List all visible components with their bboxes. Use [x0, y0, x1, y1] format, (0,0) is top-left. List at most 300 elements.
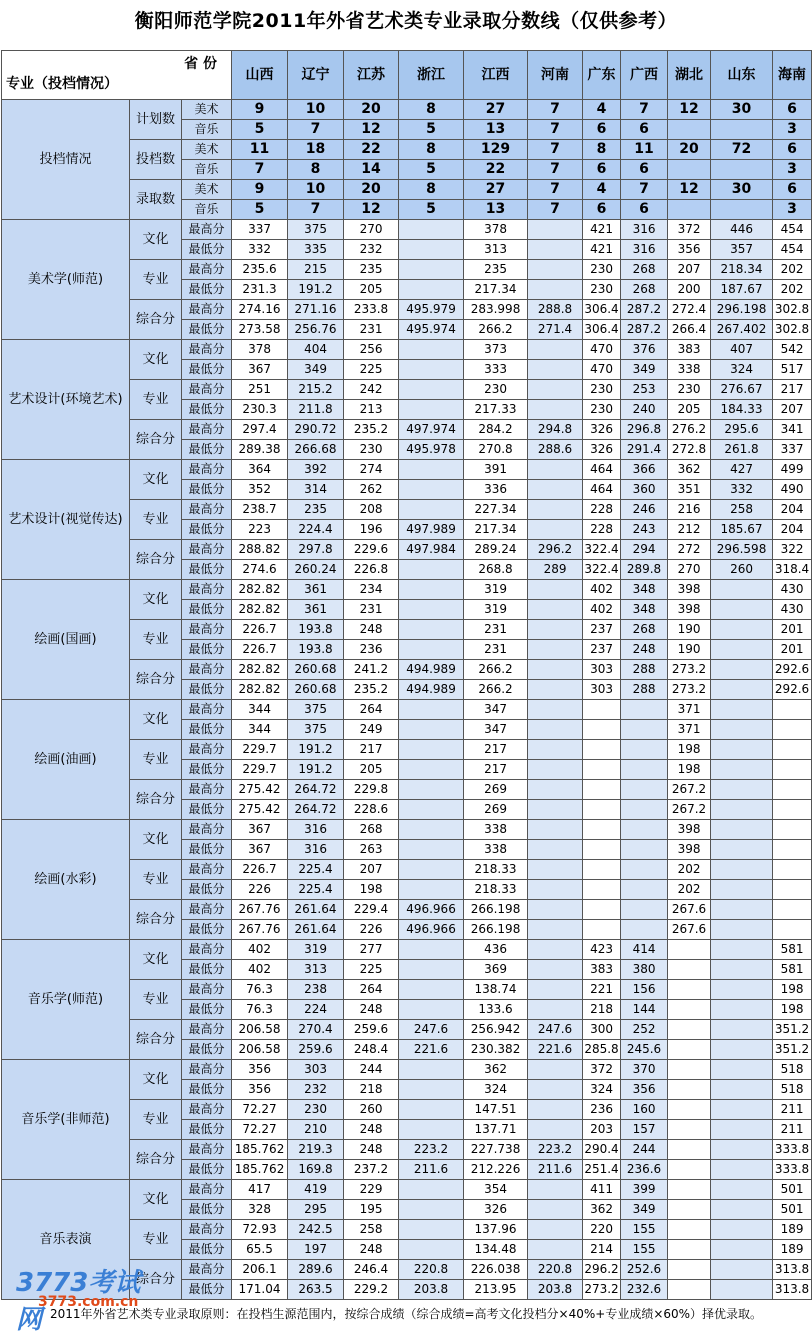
score-cell: [668, 1060, 711, 1080]
score-type: 最低分: [182, 520, 232, 540]
score-cell: [399, 1100, 464, 1120]
score-cell: 191.2: [288, 740, 344, 760]
score-cell: 211: [773, 1120, 812, 1140]
score-cell: 319: [464, 600, 528, 620]
score-cell: 202: [773, 260, 812, 280]
score-cell: 272: [668, 540, 711, 560]
pitch-value-cell: 5: [232, 200, 288, 220]
score-cell: 296.2: [528, 540, 583, 560]
score-cell: 270.8: [464, 440, 528, 460]
score-row: [2, 340, 812, 360]
score-cell: 470: [583, 340, 621, 360]
score-cell: 295.6: [711, 420, 773, 440]
score-cell: 383: [583, 960, 621, 980]
score-row: [2, 700, 812, 720]
score-cell: 232: [344, 240, 399, 260]
score-type: 最高分: [182, 860, 232, 880]
score-type: 最低分: [182, 1040, 232, 1060]
score-cell: [399, 1240, 464, 1260]
score-cell: [711, 860, 773, 880]
score-cell: [583, 860, 621, 880]
score-cell: [711, 1260, 773, 1280]
score-cell: [528, 400, 583, 420]
score-cell: [399, 220, 464, 240]
score-type: 最低分: [182, 360, 232, 380]
pitch-value-cell: [711, 120, 773, 140]
score-cell: 225: [344, 360, 399, 380]
score-cell: 147.51: [464, 1100, 528, 1120]
score-cell: 296.598: [711, 540, 773, 560]
major-name: 绘画(水彩): [2, 820, 130, 940]
score-cell: 275.42: [232, 780, 288, 800]
score-cell: [528, 1000, 583, 1020]
score-cell: 226.7: [232, 620, 288, 640]
pitch-value-cell: 72: [711, 140, 773, 160]
score-category: 专业: [130, 500, 182, 540]
score-cell: 185.762: [232, 1160, 288, 1180]
score-type: 最低分: [182, 400, 232, 420]
score-cell: [528, 460, 583, 480]
score-cell: 297.8: [288, 540, 344, 560]
score-cell: 264.72: [288, 780, 344, 800]
score-cell: [528, 680, 583, 700]
score-category: 文化: [130, 220, 182, 260]
admission-score-table: [1, 50, 812, 1300]
score-row: [2, 460, 812, 480]
score-type: 最低分: [182, 680, 232, 700]
score-type: 最高分: [182, 1140, 232, 1160]
score-cell: [528, 640, 583, 660]
province-header: 江西: [464, 51, 528, 100]
score-type: 最低分: [182, 880, 232, 900]
pitch-value-cell: 11: [621, 140, 668, 160]
score-cell: 260: [344, 1100, 399, 1120]
score-cell: 221.6: [399, 1040, 464, 1060]
score-cell: [711, 760, 773, 780]
score-cell: 237.2: [344, 1160, 399, 1180]
score-cell: 361: [288, 600, 344, 620]
score-cell: 266.2: [464, 320, 528, 340]
score-cell: 417: [232, 1180, 288, 1200]
score-cell: 217.34: [464, 520, 528, 540]
score-cell: 243: [621, 520, 668, 540]
score-cell: 234: [344, 580, 399, 600]
pitch-value-cell: 8: [583, 140, 621, 160]
score-cell: 326: [583, 420, 621, 440]
score-cell: 268: [621, 620, 668, 640]
score-category: 专业: [130, 1220, 182, 1260]
score-cell: 235: [344, 260, 399, 280]
score-cell: 213: [344, 400, 399, 420]
score-cell: 289.38: [232, 440, 288, 460]
major-name: 绘画(国画): [2, 580, 130, 700]
score-cell: 215: [288, 260, 344, 280]
score-cell: 229.7: [232, 760, 288, 780]
pitch-value-cell: 4: [583, 100, 621, 120]
score-cell: 313.8: [773, 1260, 812, 1280]
score-category: 综合分: [130, 1140, 182, 1180]
score-category: 综合分: [130, 420, 182, 460]
pitch-value-cell: 12: [668, 100, 711, 120]
score-cell: [399, 560, 464, 580]
score-cell: [773, 820, 812, 840]
score-cell: 212.226: [464, 1160, 528, 1180]
score-type: 最高分: [182, 700, 232, 720]
score-cell: [773, 900, 812, 920]
score-cell: [711, 960, 773, 980]
score-cell: [711, 1000, 773, 1020]
score-cell: [399, 840, 464, 860]
score-cell: [528, 820, 583, 840]
score-cell: [668, 1160, 711, 1180]
score-category: 文化: [130, 940, 182, 980]
province-header: 广西: [621, 51, 668, 100]
score-cell: 251.4: [583, 1160, 621, 1180]
pitch-value-cell: 20: [668, 140, 711, 160]
score-cell: 210: [288, 1120, 344, 1140]
score-cell: [668, 1240, 711, 1260]
score-cell: 349: [621, 1200, 668, 1220]
score-cell: [711, 700, 773, 720]
score-cell: 288.82: [232, 540, 288, 560]
score-category: 文化: [130, 340, 182, 380]
score-cell: 226.8: [344, 560, 399, 580]
score-cell: 221.6: [528, 1040, 583, 1060]
pitch-value-cell: 9: [232, 180, 288, 200]
score-cell: [528, 1080, 583, 1100]
score-cell: 238: [288, 980, 344, 1000]
score-cell: 316: [288, 840, 344, 860]
score-cell: 266.198: [464, 900, 528, 920]
score-cell: 490: [773, 480, 812, 500]
score-cell: 436: [464, 940, 528, 960]
score-cell: 318.4: [773, 560, 812, 580]
score-cell: 501: [773, 1200, 812, 1220]
score-cell: [528, 1200, 583, 1220]
score-cell: 228: [583, 500, 621, 520]
score-cell: 248: [344, 1140, 399, 1160]
score-cell: [711, 840, 773, 860]
score-type: 最高分: [182, 420, 232, 440]
score-cell: 282.82: [232, 680, 288, 700]
score-cell: 189: [773, 1220, 812, 1240]
score-cell: 229.7: [232, 740, 288, 760]
score-cell: 184.33: [711, 400, 773, 420]
score-cell: 296.8: [621, 420, 668, 440]
score-cell: 297.4: [232, 420, 288, 440]
score-cell: 351: [668, 480, 711, 500]
pitch-value-cell: 6: [583, 160, 621, 180]
score-cell: 414: [621, 940, 668, 960]
score-cell: 367: [232, 840, 288, 860]
score-cell: 235.2: [344, 680, 399, 700]
score-cell: [668, 1140, 711, 1160]
score-cell: [399, 1180, 464, 1200]
score-cell: [399, 1220, 464, 1240]
score-type: 最低分: [182, 720, 232, 740]
score-cell: 260: [711, 560, 773, 580]
score-cell: 277: [344, 940, 399, 960]
score-category: 专业: [130, 860, 182, 900]
province-header: 山东: [711, 51, 773, 100]
score-cell: 191.2: [288, 760, 344, 780]
pitch-value-cell: 8: [399, 100, 464, 120]
score-cell: 203: [583, 1120, 621, 1140]
pitch-value-cell: 6: [773, 140, 812, 160]
score-cell: 230: [464, 380, 528, 400]
score-cell: [621, 820, 668, 840]
score-cell: 371: [668, 720, 711, 740]
score-cell: [668, 940, 711, 960]
score-cell: [399, 360, 464, 380]
score-row: [2, 1060, 812, 1080]
pitch-value-cell: 7: [528, 200, 583, 220]
score-cell: 361: [288, 580, 344, 600]
score-category: 文化: [130, 820, 182, 860]
score-type: 最高分: [182, 1180, 232, 1200]
score-cell: 203.8: [399, 1280, 464, 1300]
score-cell: 205: [668, 400, 711, 420]
score-cell: [399, 960, 464, 980]
score-cell: [711, 1140, 773, 1160]
score-type: 最低分: [182, 600, 232, 620]
province-header: 湖北: [668, 51, 711, 100]
score-cell: [668, 1180, 711, 1200]
score-cell: 324: [711, 360, 773, 380]
score-cell: 337: [773, 440, 812, 460]
score-cell: 497.974: [399, 420, 464, 440]
score-cell: 581: [773, 940, 812, 960]
score-cell: [668, 1080, 711, 1100]
score-cell: [528, 1120, 583, 1140]
score-type: 最低分: [182, 1160, 232, 1180]
pitch-value-cell: [668, 200, 711, 220]
score-cell: 272.8: [668, 440, 711, 460]
score-type: 最高分: [182, 900, 232, 920]
score-cell: [528, 1240, 583, 1260]
score-cell: 367: [232, 360, 288, 380]
score-cell: 344: [232, 700, 288, 720]
score-cell: 218.34: [711, 260, 773, 280]
score-cell: [668, 1220, 711, 1240]
score-cell: 261.64: [288, 920, 344, 940]
score-type: 最低分: [182, 920, 232, 940]
score-cell: 402: [232, 940, 288, 960]
score-cell: 252: [621, 1020, 668, 1040]
score-cell: 228: [583, 520, 621, 540]
score-cell: [668, 1020, 711, 1040]
score-cell: 296.198: [711, 300, 773, 320]
score-cell: 229.8: [344, 780, 399, 800]
score-cell: 402: [583, 580, 621, 600]
score-cell: 289.24: [464, 540, 528, 560]
score-cell: 204: [773, 520, 812, 540]
watermark-url: 3773.com.cn: [38, 1294, 139, 1310]
score-cell: 201: [773, 620, 812, 640]
pitch-value-cell: 7: [621, 180, 668, 200]
score-cell: 316: [621, 220, 668, 240]
pitch-value-cell: 12: [668, 180, 711, 200]
score-cell: 236: [344, 640, 399, 660]
score-cell: 375: [288, 220, 344, 240]
score-cell: 241.2: [344, 660, 399, 680]
score-cell: [773, 780, 812, 800]
score-cell: 242.5: [288, 1220, 344, 1240]
score-type: 最高分: [182, 1060, 232, 1080]
pitch-value-cell: 7: [528, 160, 583, 180]
score-cell: [711, 980, 773, 1000]
score-cell: 326: [583, 440, 621, 460]
score-type: 最低分: [182, 760, 232, 780]
score-type: 最高分: [182, 660, 232, 680]
score-cell: [528, 860, 583, 880]
score-cell: 356: [232, 1080, 288, 1100]
score-cell: 190: [668, 640, 711, 660]
score-cell: 226.038: [464, 1260, 528, 1280]
score-cell: 372: [668, 220, 711, 240]
score-cell: 144: [621, 1000, 668, 1020]
score-cell: 313.8: [773, 1280, 812, 1300]
pitch-type-label: 美术: [182, 140, 232, 160]
score-cell: 288: [621, 660, 668, 680]
score-cell: 362: [668, 460, 711, 480]
score-type: 最高分: [182, 300, 232, 320]
score-cell: [399, 260, 464, 280]
score-cell: 226.7: [232, 860, 288, 880]
pitch-value-cell: 129: [464, 140, 528, 160]
score-cell: 402: [583, 600, 621, 620]
score-cell: 289: [528, 560, 583, 580]
score-cell: 464: [583, 460, 621, 480]
score-cell: 378: [232, 340, 288, 360]
score-cell: [528, 1060, 583, 1080]
score-cell: 211.6: [528, 1160, 583, 1180]
score-cell: 375: [288, 700, 344, 720]
score-cell: [528, 800, 583, 820]
score-cell: 338: [464, 820, 528, 840]
score-cell: 256.942: [464, 1020, 528, 1040]
score-cell: 252.6: [621, 1260, 668, 1280]
score-cell: [773, 840, 812, 860]
score-cell: 373: [464, 340, 528, 360]
score-cell: 268.8: [464, 560, 528, 580]
score-cell: 378: [464, 220, 528, 240]
pitch-group-label: 计划数: [130, 100, 182, 140]
pitch-value-cell: 30: [711, 100, 773, 120]
score-cell: 245.6: [621, 1040, 668, 1060]
score-type: 最低分: [182, 1240, 232, 1260]
pitch-value-cell: 5: [399, 200, 464, 220]
score-cell: [399, 600, 464, 620]
score-category: 综合分: [130, 900, 182, 940]
score-cell: 134.48: [464, 1240, 528, 1260]
score-cell: 211.6: [399, 1160, 464, 1180]
score-cell: 338: [668, 360, 711, 380]
score-cell: 157: [621, 1120, 668, 1140]
score-cell: 258: [711, 500, 773, 520]
score-cell: 454: [773, 240, 812, 260]
score-cell: 207: [773, 400, 812, 420]
score-cell: [399, 380, 464, 400]
score-cell: 291.4: [621, 440, 668, 460]
score-cell: 229.4: [344, 900, 399, 920]
score-type: 最高分: [182, 980, 232, 1000]
score-cell: [583, 780, 621, 800]
score-cell: 285.8: [583, 1040, 621, 1060]
score-cell: 189: [773, 1240, 812, 1260]
score-cell: 213.95: [464, 1280, 528, 1300]
score-cell: [711, 900, 773, 920]
pitch-value-cell: 22: [344, 140, 399, 160]
score-cell: 364: [232, 460, 288, 480]
score-category: 专业: [130, 740, 182, 780]
score-cell: 338: [464, 840, 528, 860]
pitch-type-label: 美术: [182, 180, 232, 200]
score-type: 最高分: [182, 740, 232, 760]
score-cell: 399: [621, 1180, 668, 1200]
score-cell: [399, 480, 464, 500]
score-cell: [711, 880, 773, 900]
score-type: 最高分: [182, 340, 232, 360]
score-cell: [583, 900, 621, 920]
score-cell: [399, 580, 464, 600]
score-cell: [711, 1180, 773, 1200]
score-cell: 218.33: [464, 880, 528, 900]
score-cell: 269: [464, 800, 528, 820]
score-cell: 267.402: [711, 320, 773, 340]
score-cell: [528, 840, 583, 860]
score-cell: 287.2: [621, 320, 668, 340]
score-type: 最高分: [182, 540, 232, 560]
pitch-value-cell: 6: [621, 160, 668, 180]
score-cell: 303: [583, 680, 621, 700]
score-cell: 202: [668, 860, 711, 880]
score-cell: [583, 920, 621, 940]
score-cell: 211: [773, 1100, 812, 1120]
score-cell: [528, 760, 583, 780]
score-cell: 344: [232, 720, 288, 740]
score-cell: 218: [583, 1000, 621, 1020]
score-cell: 217.33: [464, 400, 528, 420]
province-header: 河南: [528, 51, 583, 100]
score-cell: 497.989: [399, 520, 464, 540]
score-cell: [528, 520, 583, 540]
score-cell: 324: [464, 1080, 528, 1100]
score-cell: 242: [344, 380, 399, 400]
pitch-value-cell: 3: [773, 160, 812, 180]
score-cell: 356: [668, 240, 711, 260]
score-cell: 288.6: [528, 440, 583, 460]
score-cell: 217: [464, 760, 528, 780]
score-cell: 226: [232, 880, 288, 900]
score-cell: [711, 640, 773, 660]
score-cell: 517: [773, 360, 812, 380]
score-row: [2, 220, 812, 240]
score-cell: 303: [583, 660, 621, 680]
score-cell: [711, 1100, 773, 1120]
score-cell: [711, 580, 773, 600]
province-header: 山西: [232, 51, 288, 100]
score-cell: 218: [344, 1080, 399, 1100]
score-cell: 270: [344, 220, 399, 240]
score-type: 最高分: [182, 580, 232, 600]
score-cell: 217: [344, 740, 399, 760]
score-cell: 248: [344, 1120, 399, 1140]
score-cell: 398: [668, 600, 711, 620]
score-cell: [399, 240, 464, 260]
score-cell: 206.58: [232, 1040, 288, 1060]
score-cell: 263: [344, 840, 399, 860]
